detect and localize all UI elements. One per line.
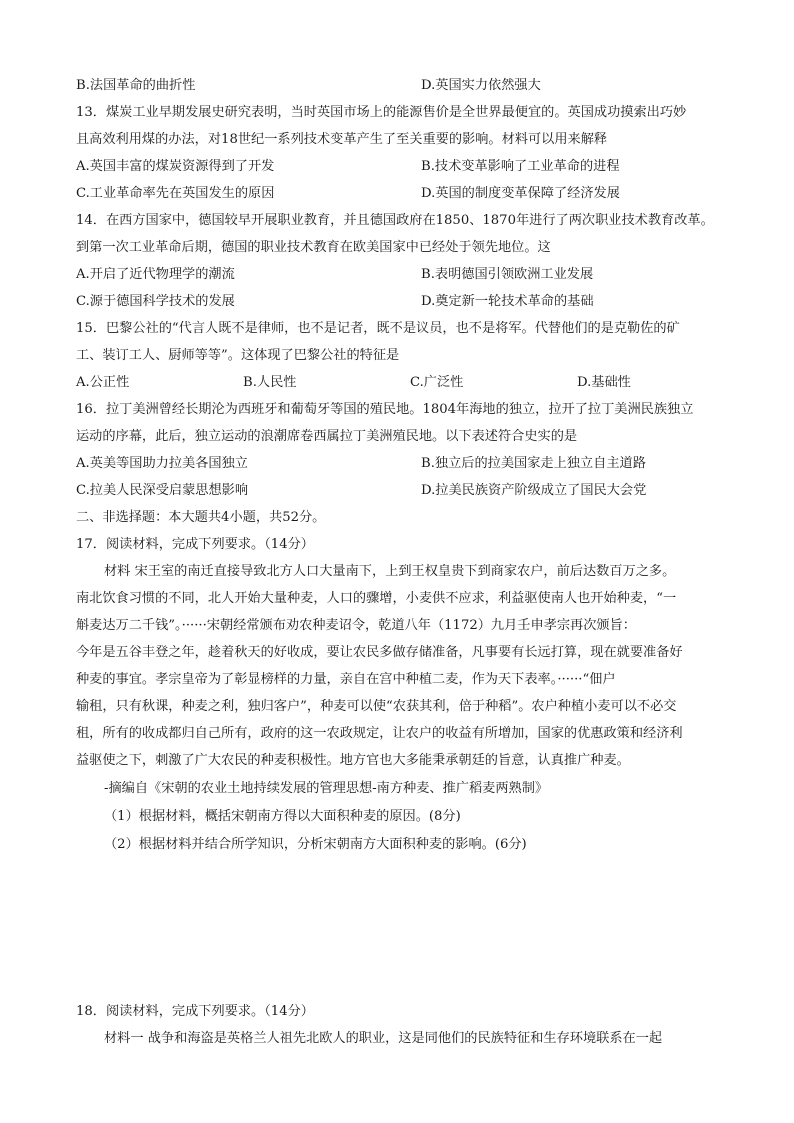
q17-subquestion-1: （1）根据材料，概括宋朝南方得以大面积种麦的原因。(8分) [104, 809, 461, 824]
section-heading: 二、非选择题：本大题共4小题，共52分。 [76, 510, 326, 525]
q18-heading: 18．阅读材料，完成下列要求。（14分） [76, 1004, 314, 1019]
q17-heading: 17．阅读材料，完成下列要求。（14分） [76, 537, 314, 552]
q14-option-a: A.开启了近代物理学的潮流 [76, 267, 235, 282]
q14-option-c: C.源于德国科学技术的发展 [76, 294, 235, 309]
q17-material-line3: 斛麦达万二千钱”。······宋朝经常颁布劝农种麦诏令，乾道八年（1172）九月壬申孝宗再次颁旨： [76, 618, 636, 633]
q13-option-c: C.工业革命率先在英国发生的原因 [76, 186, 275, 201]
q18-material-line1: 材料一 战争和海盗是英格兰人祖先北欧人的职业，这是同他们的民族特征和生存环境联系在一起 [104, 1031, 663, 1046]
q13-stem-line2: 且高效利用煤的办法，对18世纪一系列技术变革产生了至关重要的影响。材料可以用来解释 [76, 132, 608, 147]
q17-subquestion-2: （2）根据材料并结合所学知识，分析宋朝南方大面积种麦的影响。(6分) [104, 837, 527, 852]
q16-option-d: D.拉美民族资产阶级成立了国民大会党 [421, 483, 647, 498]
q15-stem-line2: 工、装订工人、厨师等等”。这体现了巴黎公社的特征是 [76, 348, 400, 363]
q16-option-c: C.拉美人民深受启蒙思想影响 [76, 483, 249, 498]
q17-source: -摘编自《宋朝的农业土地持续发展的管理思想-南方种麦、推广稻麦两熟制》 [104, 781, 549, 796]
q16-stem-line2: 运动的序幕，此后，独立运动的浪潮席卷西属拉丁美洲殖民地。以下表述符合史实的是 [76, 429, 578, 444]
q17-material-line7: 租，所有的收成都归自己所有，政府的这一农政规定，让农户的收益有所增加，国家的优惠政策和经济利 [76, 726, 683, 741]
q15-option-c: C.广泛性 [410, 375, 464, 390]
q17-material-line5: 种麦的事宜。孝宗皇帝为了彰显榜样的力量，亲自在宫中种植二麦，作为天下表率。······“佃户 [76, 672, 616, 687]
q12-option-d: D.英国实力依然强大 [421, 78, 541, 93]
q14-option-d: D.奠定新一轮技术革命的基础 [421, 294, 594, 309]
q17-material-line4: 今年是五谷丰登之年，趁着秋天的好收成，要让农民多做存储准备，凡事要有长远打算，现在就要准备好 [76, 645, 683, 660]
q14-stem-line1: 14．在西方国家中，德国较早开展职业教育，并且德国政府在1850、1870年进行了两次职业技术教育改革。 [76, 213, 714, 228]
q17-material-line2: 南北饮食习惯的不同，北人开始大量种麦，人口的骤增，小麦供不应求，利益驱使南人也开始种麦，“一 [76, 591, 677, 606]
q17-material-line8: 益驱使之下，刺激了广大农民的种麦积极性。地方官也大多能秉承朝廷的旨意，认真推广种麦。 [76, 753, 630, 768]
q14-option-b: B.表明德国引领欧洲工业发展 [421, 267, 594, 282]
q17-material-line1: 材料 宋王室的南迁直接导致北方人口大量南下，上到王权皇贵下到商家农户，前后达数百万之多。 [104, 564, 676, 579]
q13-option-b: B.技术变革影响了工业革命的进程 [421, 159, 620, 174]
q16-option-b: B.独立后的拉美国家走上独立自主道路 [421, 456, 646, 471]
q15-option-b: B.人民性 [243, 375, 297, 390]
q17-material-line6: 输租，只有秋课，种麦之利，独归客户”，种麦可以使“农获其利，倍于种稻”。农户种植小麦可以不必交 [76, 699, 677, 714]
q12-option-b: B.法国革命的曲折性 [76, 78, 196, 93]
q15-option-d: D.基础性 [577, 375, 631, 390]
q15-option-a: A.公正性 [76, 375, 130, 390]
q16-option-a: A.英美等国助力拉美各国独立 [76, 456, 248, 471]
q13-stem-line1: 13．煤炭工业早期发展史研究表明，当时英国市场上的能源售价是全世界最便宜的。英国成功摸索出巧妙 [76, 105, 687, 120]
q15-stem-line1: 15．巴黎公社的“代言人既不是律师，也不是记者，既不是议员，也不是将军。代替他们的是克勒佐的矿 [76, 321, 680, 336]
q13-option-d: D.英国的制度变革保障了经济发展 [421, 186, 620, 201]
q14-stem-line2: 到第一次工业革命后期，德国的职业技术教育在欧美国家中已经处于领先地位。这 [76, 240, 551, 255]
q13-option-a: A.英国丰富的煤炭资源得到了开发 [76, 159, 275, 174]
q16-stem-line1: 16．拉丁美洲曾经长期沦为西班牙和葡萄牙等国的殖民地。1804年海地的独立，拉开了拉丁美洲民族独立 [76, 402, 694, 417]
